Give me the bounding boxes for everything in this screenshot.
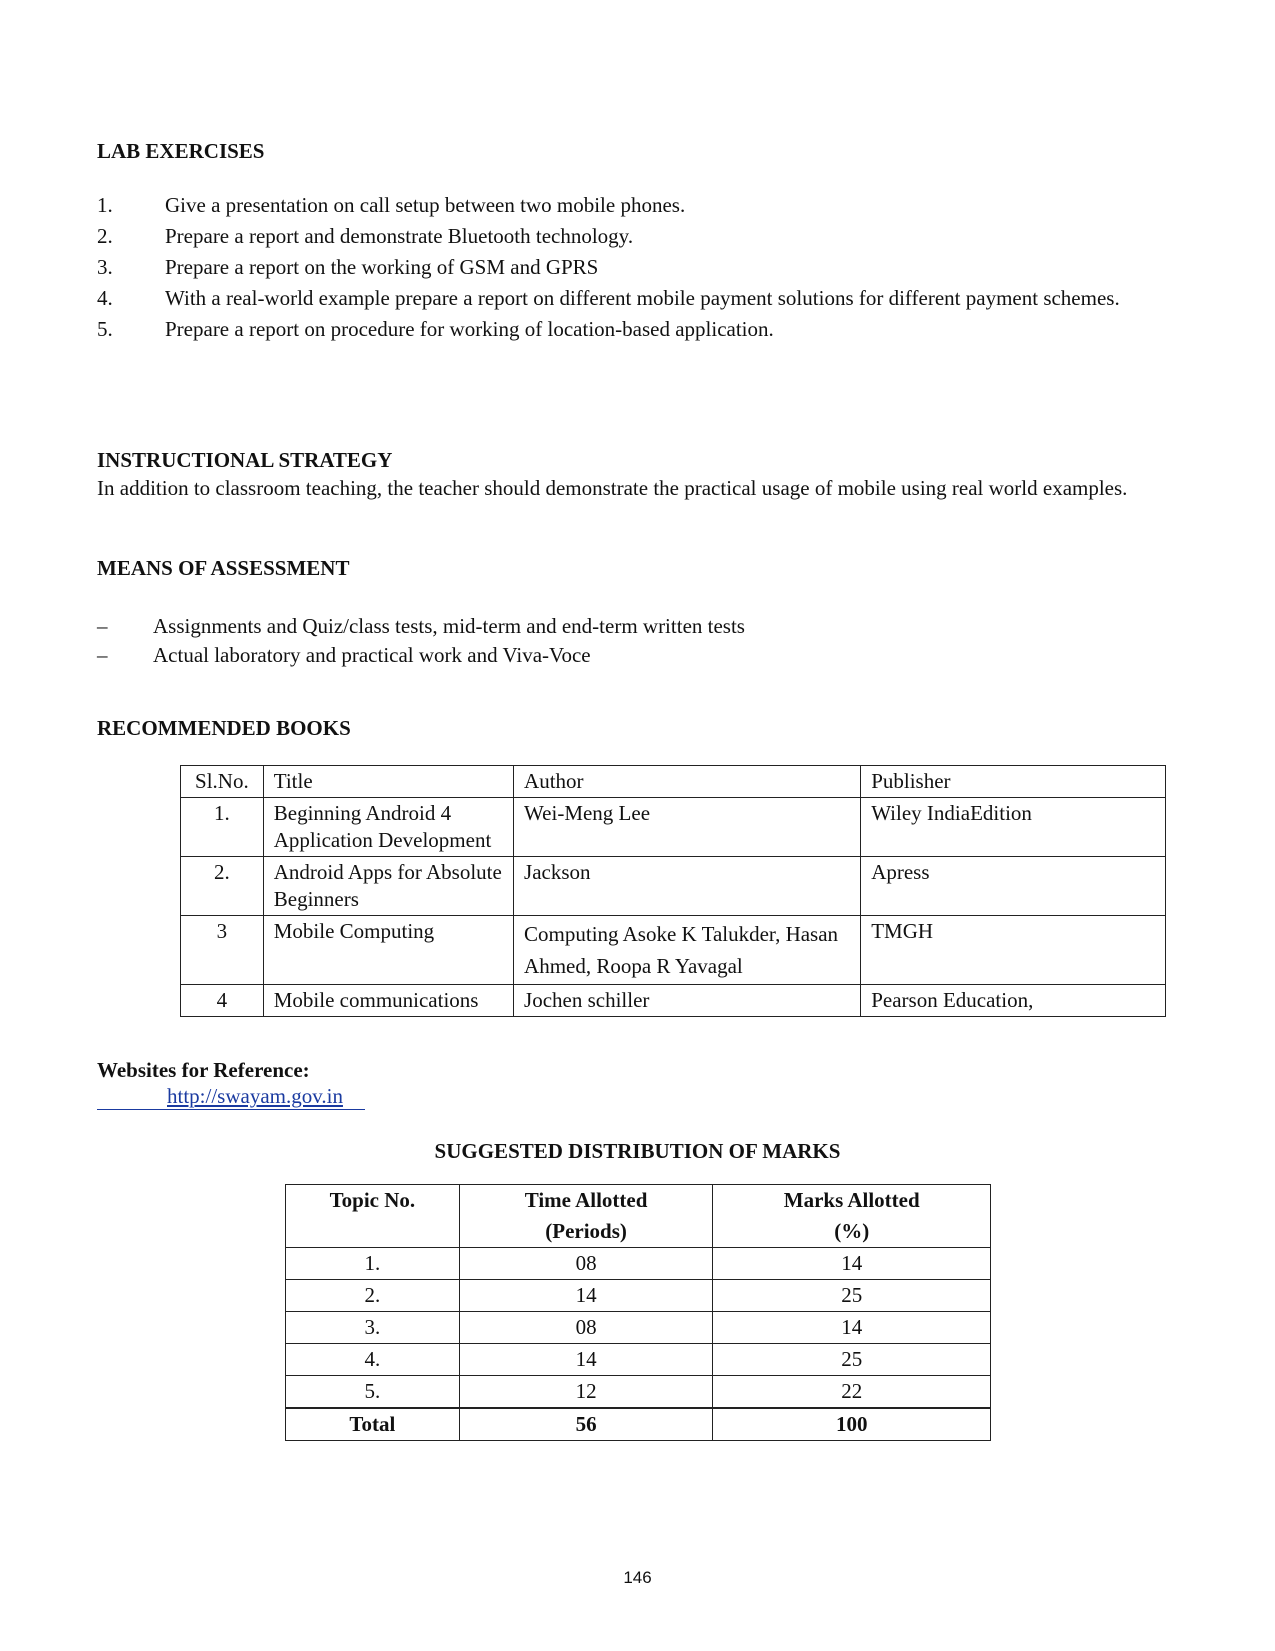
website-link-line: [97, 1084, 365, 1110]
list-item: [97, 190, 1197, 221]
cell-marks: 14: [713, 1312, 991, 1344]
table-row: [286, 1376, 991, 1409]
marks-distribution-heading: SUGGESTED DISTRIBUTION OF MARKS: [434, 1139, 841, 1163]
websites-heading: Websites for Reference:: [97, 1058, 310, 1082]
header-time-allotted: [459, 1185, 713, 1248]
cell-sl-no: 3: [181, 916, 264, 985]
list-item-number: 1.: [97, 193, 113, 217]
list-item-text: Give a presentation on call setup between two mobile phones.: [165, 193, 686, 217]
page-number: 146: [623, 1568, 652, 1587]
list-item-number: 3.: [97, 255, 113, 279]
cell-publisher: Pearson Education,: [861, 985, 1166, 1017]
cell-sl-no: 4: [181, 985, 264, 1017]
cell-marks: 14: [713, 1248, 991, 1280]
cell-title: Mobile communications: [263, 985, 513, 1017]
header-publisher: Publisher: [861, 766, 1166, 798]
cell-topic: 4.: [286, 1344, 460, 1376]
cell-time: 08: [459, 1312, 713, 1344]
dash-bullet: –: [97, 614, 108, 638]
cell-topic: 2.: [286, 1280, 460, 1312]
table-row: [181, 857, 1166, 916]
table-header-row: [286, 1185, 991, 1248]
table-row: [286, 1280, 991, 1312]
instructional-strategy-text: In addition to classroom teaching, the teacher should demonstrate the practical usage of mobile using real world examples.: [97, 476, 1128, 500]
cell-time: 14: [459, 1344, 713, 1376]
cell-title: Android Apps for Absolute Beginners: [263, 857, 513, 916]
cell-time: 08: [459, 1248, 713, 1280]
table-total-row: [286, 1408, 991, 1441]
lab-exercises-list: [97, 190, 1197, 345]
table-row: [286, 1344, 991, 1376]
cell-sl-no: 2.: [181, 857, 264, 916]
cell-time: 12: [459, 1376, 713, 1409]
header-sl-no: Sl.No.: [181, 766, 264, 798]
list-item-text: With a real-world example prepare a report on different mobile payment solutions for different payment schemes.: [165, 286, 1120, 310]
cell-time: 14: [459, 1280, 713, 1312]
table-row: [181, 985, 1166, 1017]
list-item-number: 2.: [97, 224, 113, 248]
cell-author: Wei-Meng Lee: [514, 798, 861, 857]
cell-title: Mobile Computing: [263, 916, 513, 985]
cell-topic: 1.: [286, 1248, 460, 1280]
header-marks-unit: (%): [834, 1219, 870, 1243]
cell-publisher: Apress: [861, 857, 1166, 916]
list-item-number: 4.: [97, 286, 113, 310]
lab-exercises-heading: LAB EXERCISES: [97, 139, 265, 163]
list-item-text: Assignments and Quiz/class tests, mid-term and end-term written tests: [153, 614, 745, 638]
dash-bullet: –: [97, 643, 108, 667]
header-topic-label: Topic No.: [329, 1188, 416, 1212]
header-topic-no: [286, 1185, 460, 1248]
instructional-strategy-heading: INSTRUCTIONAL STRATEGY: [97, 448, 393, 472]
table-row: [181, 798, 1166, 857]
recommended-books-heading: RECOMMENDED BOOKS: [97, 716, 351, 740]
cell-marks: 22: [713, 1376, 991, 1409]
cell-publisher: TMGH: [861, 916, 1166, 985]
cell-total-time: 56: [459, 1408, 713, 1441]
list-item: [97, 612, 745, 641]
header-marks-allotted: [713, 1185, 991, 1248]
cell-author: Jackson: [514, 857, 861, 916]
table-row: [286, 1248, 991, 1280]
cell-author: Jochen schiller: [514, 985, 861, 1017]
cell-sl-no: 1.: [181, 798, 264, 857]
header-author: Author: [514, 766, 861, 798]
cell-marks: 25: [713, 1280, 991, 1312]
cell-total-label: Total: [286, 1408, 460, 1441]
list-item: [97, 641, 745, 670]
list-item: [97, 283, 1197, 314]
means-of-assessment-heading: MEANS OF ASSESSMENT: [97, 556, 350, 580]
table-row: [181, 916, 1166, 985]
marks-distribution-table: [285, 1184, 991, 1441]
header-time-unit: (Periods): [545, 1219, 627, 1243]
cell-total-marks: 100: [713, 1408, 991, 1441]
table-header-row: [181, 766, 1166, 798]
cell-topic: 5.: [286, 1376, 460, 1409]
cell-publisher: Wiley IndiaEdition: [861, 798, 1166, 857]
cell-topic: 3.: [286, 1312, 460, 1344]
list-item-text: Actual laboratory and practical work and Viva-Voce: [153, 643, 591, 667]
list-item-text: Prepare a report on the working of GSM and GPRS: [165, 255, 599, 279]
assessment-list: [97, 612, 745, 670]
header-title: Title: [263, 766, 513, 798]
cell-author: Computing Asoke K Talukder, Hasan Ahmed, Roopa R Yavagal: [514, 916, 861, 985]
header-time-label: Time Allotted: [524, 1188, 648, 1212]
header-marks-label: Marks Allotted: [783, 1188, 920, 1212]
list-item-number: 5.: [97, 317, 113, 341]
list-item: [97, 314, 1197, 345]
website-link[interactable]: http://swayam.gov.in: [167, 1084, 343, 1108]
list-item: [97, 221, 1197, 252]
table-row: [286, 1312, 991, 1344]
list-item: [97, 252, 1197, 283]
list-item-text: Prepare a report and demonstrate Bluetooth technology.: [165, 224, 634, 248]
cell-title: Beginning Android 4 Application Development: [263, 798, 513, 857]
recommended-books-table: [180, 765, 1166, 1017]
list-item-text: Prepare a report on procedure for working of location-based application.: [165, 317, 774, 341]
cell-marks: 25: [713, 1344, 991, 1376]
